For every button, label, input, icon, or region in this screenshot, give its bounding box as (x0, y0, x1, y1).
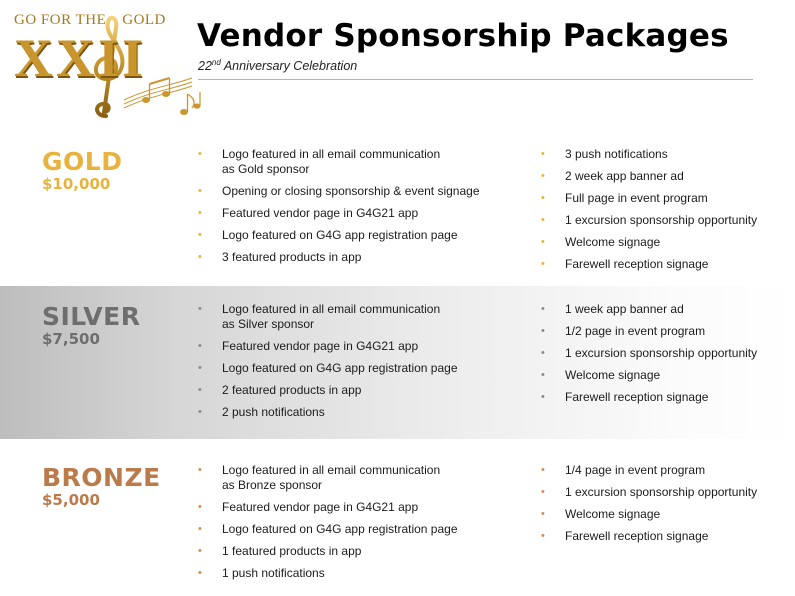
tier-price: $7,500 (42, 330, 100, 348)
page-subtitle: 22nd Anniversary Celebration (198, 58, 358, 74)
tier-name: SILVER (42, 302, 141, 331)
list-item: • 2 week app banner ad (539, 169, 789, 184)
list-item: • 1 week app banner ad (539, 302, 789, 317)
list-item: • 2 push notifications (196, 405, 516, 420)
gold-benefits-right (539, 147, 789, 279)
silver-benefits-left (196, 302, 516, 427)
list-item: • Logo featured in all email communication as Gold sponsor (196, 147, 516, 177)
bronze-benefits-right (539, 463, 789, 551)
tier-price: $10,000 (42, 175, 111, 193)
list-item: • Farewell reception signage (539, 529, 789, 544)
list-item: • Logo featured on G4G app registration page (196, 228, 516, 243)
list-item: • Welcome signage (539, 507, 789, 522)
list-item: • 1 push notifications (196, 566, 516, 581)
list-item: • 1/4 page in event program (539, 463, 789, 478)
list-item: • 1 excursion sponsorship opportunity (539, 346, 789, 361)
gold-tier-heading (42, 148, 122, 192)
list-item: • Welcome signage (539, 368, 789, 383)
silver-tier-heading (42, 303, 140, 347)
list-item: • Logo featured in all email communication as Silver sponsor (196, 302, 516, 332)
bronze-benefits-left (196, 463, 516, 588)
bronze-tier-heading (42, 464, 161, 508)
list-item: • Logo featured in all email communication as Bronze sponsor (196, 463, 516, 493)
page-title: Vendor Sponsorship Packages (197, 18, 729, 54)
list-item: • Opening or closing sponsorship & event signage (196, 184, 516, 199)
list-item: • Farewell reception signage (539, 390, 789, 405)
list-item: • 2 featured products in app (196, 383, 516, 398)
event-logo (14, 8, 204, 126)
list-item: • 1/2 page in event program (539, 324, 789, 339)
list-item: • 1 featured products in app (196, 544, 516, 559)
list-item: • Full page in event program (539, 191, 789, 206)
list-item: • 3 featured products in app (196, 250, 516, 265)
list-item: • Featured vendor page in G4G21 app (196, 500, 516, 515)
list-item: • 1 excursion sponsorship opportunity (539, 213, 789, 228)
logo-text-left: GO FOR THE (14, 12, 107, 28)
list-item: • Farewell reception signage (539, 257, 789, 272)
silver-benefits-right (539, 302, 789, 412)
list-item: • Logo featured on G4G app registration page (196, 361, 516, 376)
list-item: • Featured vendor page in G4G21 app (196, 206, 516, 221)
logo-mark: XXII (14, 28, 147, 88)
list-item: • Logo featured on G4G app registration page (196, 522, 516, 537)
tier-name: GOLD (42, 147, 123, 176)
list-item: • 1 excursion sponsorship opportunity (539, 485, 789, 500)
list-item: • 3 push notifications (539, 147, 789, 162)
gold-benefits-left (196, 147, 516, 272)
list-item: • Welcome signage (539, 235, 789, 250)
logo-text-right: GOLD (122, 12, 166, 28)
header-divider (198, 79, 753, 80)
tier-price: $5,000 (42, 491, 100, 509)
list-item: • Featured vendor page in G4G21 app (196, 339, 516, 354)
tier-name: BRONZE (42, 463, 161, 492)
